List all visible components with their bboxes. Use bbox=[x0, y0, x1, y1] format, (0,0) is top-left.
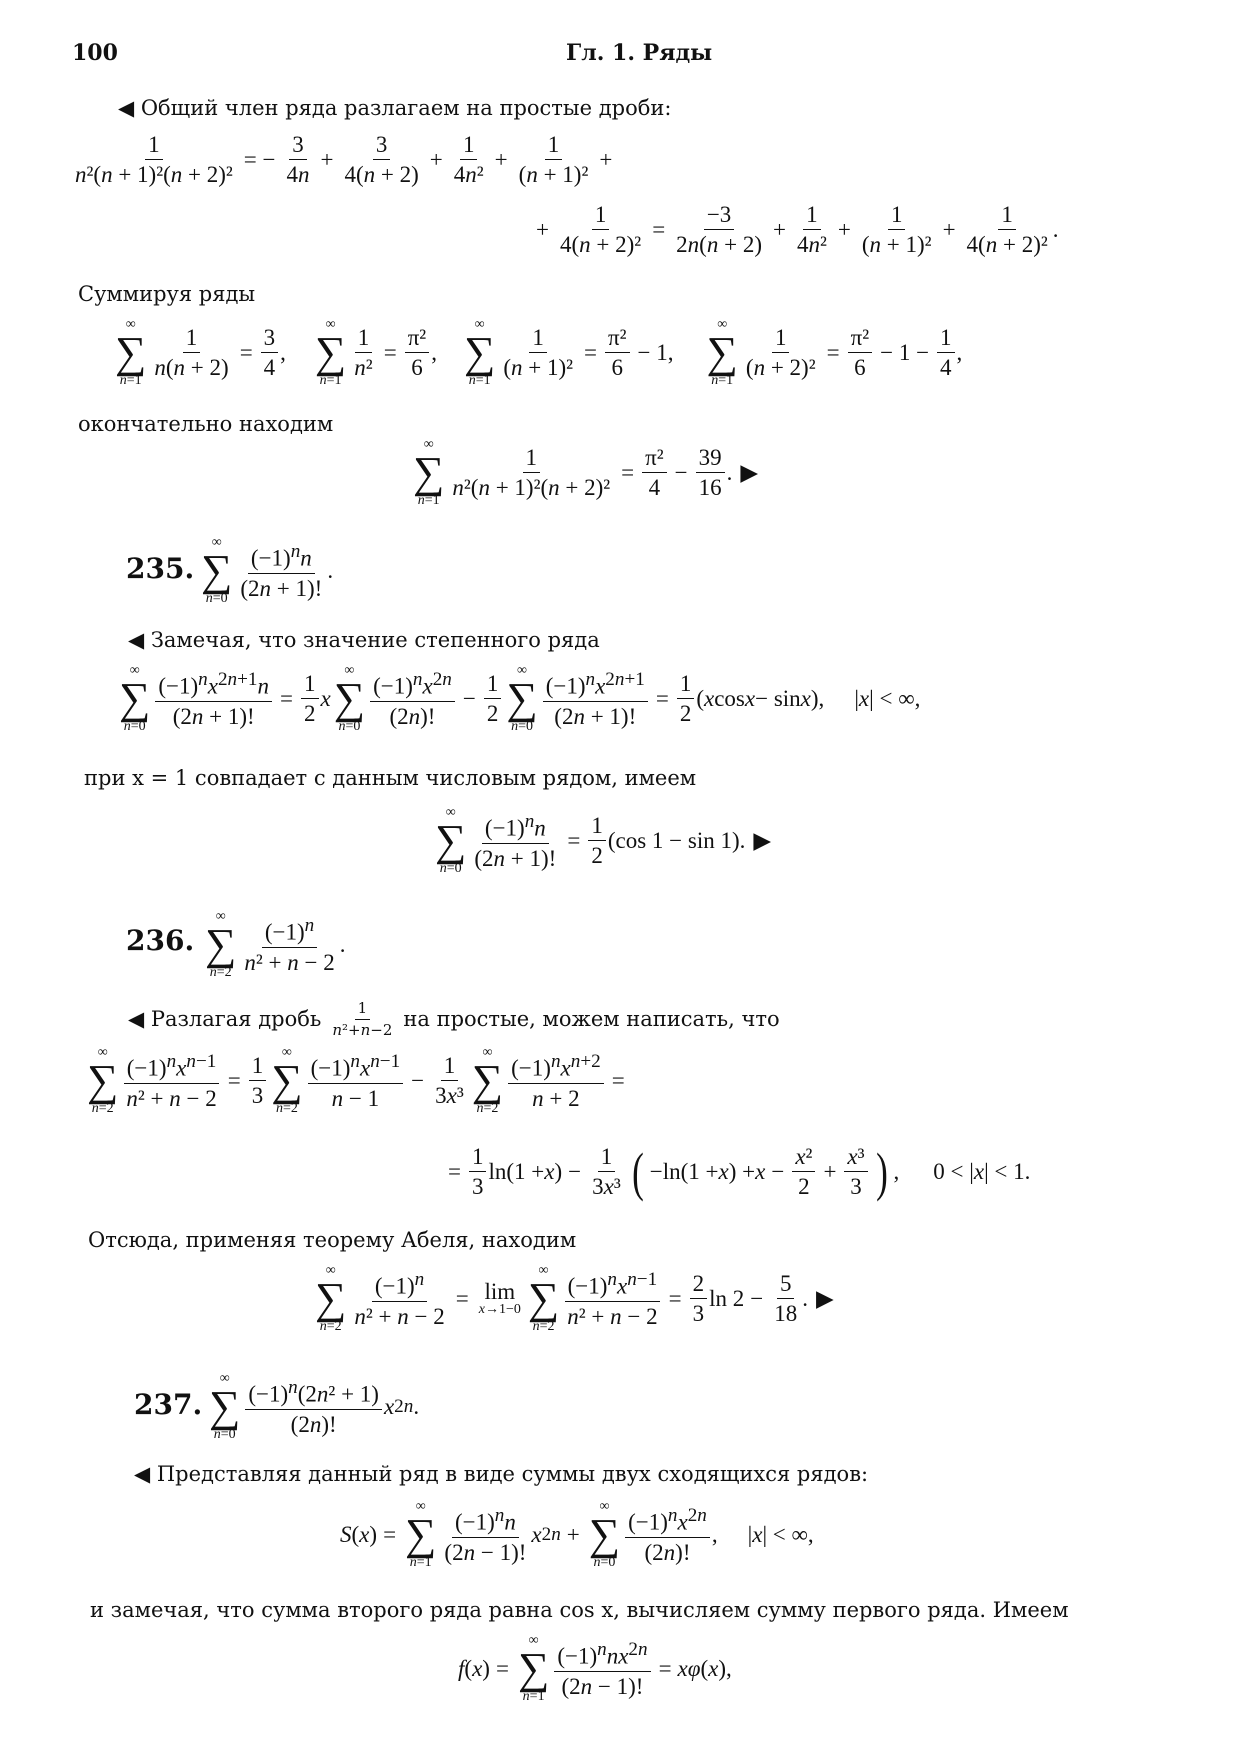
equation-f-of-x: f ( x ) = ∞ ∑ n=1 $(-1)^nnx^{2n}$ (2n − 1)! = xφ ( x ), bbox=[458, 1633, 732, 1704]
problem-236-statement: ∞ ∑ n=2 $(-1)^n$ n² + n − 2 . bbox=[205, 909, 346, 980]
at-x-equals-1-text: при x = 1 совпадает с данным числовым рядом, имеем bbox=[84, 766, 697, 790]
equation-sum-s: S ( x ) = ∞ ∑ n=1 $(-1)^nn$ (2n − 1)! x 2n + ∞ ∑ n=0 $(-1)^nx^{2n}$ (2n)! , | x | < ∞, bbox=[340, 1499, 814, 1570]
decomposing-fraction-text bbox=[128, 1000, 780, 1038]
second-series-cos-text: и замечая, что сумма второго ряда равна cos x, вычисляем сумму первого ряда. Имеем bbox=[90, 1598, 1069, 1622]
decomposing-fraction-label-2: на простые, можем написать, что bbox=[403, 1007, 780, 1031]
decomposing-fraction-label: ◀ Разлагая дробь bbox=[128, 1007, 322, 1031]
equation-known-sums: ∞ ∑ n=1 $\frac{1}{n(n + 2)}$ = $\frac{3}{4}$ , ∞ ∑ n=1 $\frac{1}{\text{n²}}$ = $\frac{\text{π²}}{6}$ , ∞ ∑ n=1 $\frac{1}{\text{(n + 1)²}}$ = $\frac{\text{π²}}{6}$ − 1, ∞ ∑ n=1 $\frac{1}{\text{(n + 2)²}}$ = $\frac{\text{π²}}{6}$ − 1 − $\frac{1}{4}$ , bbox=[115, 317, 963, 388]
intro-partial-fractions: ◀ Общий член ряда разлагаем на простые дроби: bbox=[118, 96, 672, 120]
abel-theorem-text: Отсюда, применяя теорему Абеля, находим bbox=[88, 1228, 577, 1252]
equation-power-series-236-1: ∞ ∑ n=2 $(-1)^nx^{n-1}$ n² + n − 2 = $\frac{1}{3}$ ∞ ∑ n=2 $(-1)^nx^{n-1}$ n − 1 − $\frac{1}{\text{3x³}}$ ∞ ∑ n=2 $(-1)^nx^{n+2}$ n + 2 = bbox=[87, 1045, 625, 1116]
equation-partial-fractions-1: $\frac{1}{\text{n²(n + 1)²(n + 2)²}}$ = − $\frac{3}{4n}$ + $\frac{3}{4(n + 2)}$ + $\frac{1}{\text{4n²}}$ + $\frac{1}{\text{(n + 1)²}}$ + bbox=[75, 132, 613, 188]
problem-235-statement: ∞ ∑ n=0 $(-1)^nn$ (2n + 1)! . bbox=[201, 535, 334, 606]
equation-power-series-235: ∞ ∑ n=0 $\frac{(-1)^nx^{2n+1}n}{(2n + 1)!}$ = $\frac{1}{2}$ x ∞ ∑ n=0 $(-1)^nx^{2n}$ (2n)! − $\frac{1}{2}$ ∞ ∑ n=0 $\frac{(-1)^nx^{2n+1}}{(2n + 1)!}$ = $\frac{1}{2}$ ( x cos x − sin x ), | x | < ∞, bbox=[119, 663, 921, 734]
summing-series-text: Суммируя ряды bbox=[78, 282, 256, 306]
problem-number-236: 236. bbox=[126, 924, 195, 957]
equation-partial-fractions-2: + $\frac{1}{\text{4(n + 2)²}}$ = $\frac{-3}{2n(n + 2)}$ + $\frac{1}{\text{4n²}}$ + $\frac{1}{\text{(n + 1)²}}$ + $\frac{1}{\text{4(n + 2)²}}$ . bbox=[536, 202, 1059, 258]
problem-number-235: 235. bbox=[126, 552, 195, 585]
equation-result-236: ∞ ∑ n=2 $\frac{(-1)^n}{\text{n² + n − 2}}$ = lim x→1−0 ∞ ∑ n=2 $(-1)^nx^{n-1}$ n² + n − 2 = $\frac{2}{3}$ ln 2 − $\frac{5}{18}$ . ▶ bbox=[315, 1263, 834, 1334]
finally-find-text: окончательно находим bbox=[78, 412, 334, 436]
problem-237-statement: ∞ ∑ n=0 $(-1)^n(2n^2 + 1)$ (2n)! x 2n . bbox=[209, 1371, 420, 1442]
equation-result-235: ∞ ∑ n=0 $\frac{(-1)^nn}{(2n + 1)!}$ = $\frac{1}{2}$ (cos 1 − sin 1). ▶ bbox=[435, 805, 772, 876]
equation-result-234: ∞ ∑ n=1 $\frac{1}{\text{n²(n + 1)²(n + 2)²}}$ = $\frac{\text{π²}}{4}$ − $\frac{39}{16}$ . ▶ bbox=[413, 437, 759, 508]
noting-power-series-text: ◀ Замечая, что значение степенного ряда bbox=[128, 628, 600, 652]
page-number: 100 bbox=[72, 40, 118, 66]
representing-series-text: ◀ Представляя данный ряд в виде суммы двух сходящихся рядов: bbox=[134, 1462, 869, 1486]
equation-power-series-236-2: = $\frac{1}{3}$ ln(1 + x ) − $\frac{1}{\text{3x³}}$ ( −ln(1 + x ) + x − $\frac{\text{x²}}{2}$ + $\frac{\text{x³}}{3}$ ) , 0 < | x | < 1. bbox=[448, 1141, 1031, 1202]
problem-number-237: 237. bbox=[134, 1388, 203, 1421]
chapter-title: Гл. 1. Ряды bbox=[566, 40, 713, 66]
small-fraction: 1 n²+n−2 bbox=[332, 999, 393, 1039]
